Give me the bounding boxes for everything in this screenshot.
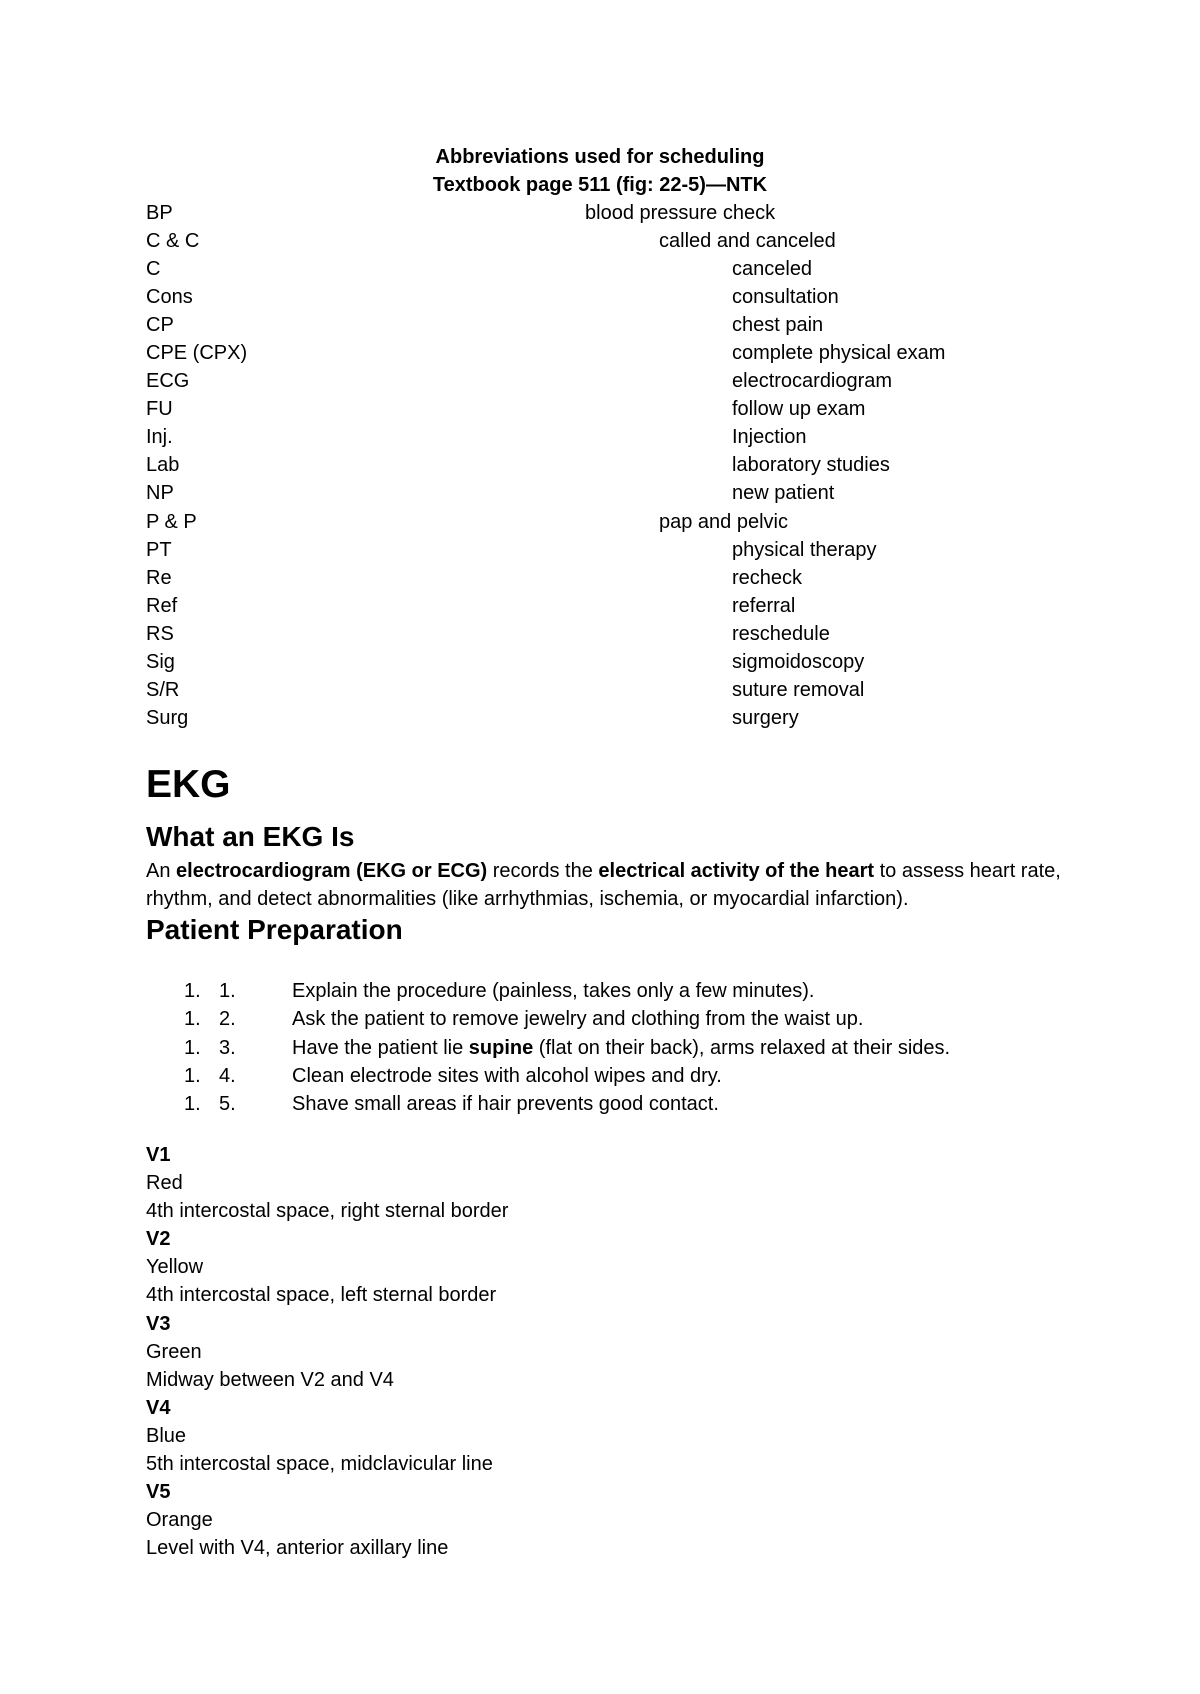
abbreviation-definition: consultation bbox=[732, 286, 839, 309]
abbreviation-definition: electrocardiogram bbox=[732, 370, 893, 393]
abbreviation-row bbox=[146, 311, 1046, 339]
step-text: Explain the procedure (painless, takes only a few minutes). bbox=[292, 980, 815, 1002]
abbreviation-row bbox=[146, 508, 1046, 536]
preparation-steps-list bbox=[146, 977, 1086, 1118]
abbreviation-definition: Injection bbox=[732, 426, 807, 449]
abbreviation-term: CP bbox=[146, 314, 174, 337]
abbreviation-row bbox=[146, 536, 1046, 564]
abbreviation-term: Ref bbox=[146, 594, 178, 617]
lead-name: V1 bbox=[146, 1144, 171, 1166]
abbreviation-term: C & C bbox=[146, 230, 200, 253]
ekg-heading: EKG bbox=[146, 763, 231, 806]
list-item bbox=[146, 977, 1086, 1005]
abbreviation-row bbox=[146, 620, 1046, 648]
list-item bbox=[146, 1062, 1086, 1090]
abbreviation-definition: referral bbox=[732, 594, 796, 617]
abbreviation-term: Surg bbox=[146, 706, 189, 729]
step-text: Ask the patient to remove jewelry and clothing from the waist up. bbox=[292, 1008, 864, 1031]
abbreviation-row bbox=[146, 395, 1046, 423]
abbreviation-definition: canceled bbox=[732, 258, 813, 281]
abbreviation-row bbox=[146, 423, 1046, 451]
abbreviation-term: Sig bbox=[146, 650, 175, 673]
lead-color: Orange bbox=[146, 1509, 213, 1532]
lead-color: Red bbox=[146, 1172, 183, 1195]
description-text: to assess heart rate, rhythm, and detect abnormalities (like arrhythmias, ischemia, or myocardial infarction). bbox=[146, 860, 1061, 910]
abbreviation-term: Lab bbox=[146, 454, 180, 477]
lead-name: V3 bbox=[146, 1312, 171, 1335]
abbreviation-row bbox=[146, 451, 1046, 479]
step-text: Clean electrode sites with alcohol wipes and dry. bbox=[292, 1064, 722, 1087]
lead-placement: 4th intercostal space, left sternal border bbox=[146, 1284, 497, 1307]
abbreviation-definition: blood pressure check bbox=[585, 202, 776, 224]
lead-name: V4 bbox=[146, 1396, 171, 1419]
abbreviation-definition: pap and pelvic bbox=[659, 510, 788, 533]
lead-placement: Midway between V2 and V4 bbox=[146, 1368, 394, 1391]
abbreviation-row bbox=[146, 676, 1046, 704]
abbreviation-row bbox=[146, 367, 1046, 395]
abbreviation-row bbox=[146, 255, 1046, 283]
abbreviation-definition: surgery bbox=[732, 706, 799, 729]
lead-placement: 4th intercostal space, right sternal border bbox=[146, 1200, 509, 1223]
abbreviation-definition: sigmoidoscopy bbox=[732, 650, 865, 673]
lead-name: V5 bbox=[146, 1481, 171, 1504]
abbreviation-term: C bbox=[146, 258, 161, 281]
list-marker: 1. bbox=[184, 1036, 201, 1059]
abbreviation-term: RS bbox=[146, 622, 174, 645]
step-text-part: Have the patient lie bbox=[292, 1036, 469, 1059]
abbreviation-row bbox=[146, 564, 1046, 592]
lead-color: Green bbox=[146, 1340, 202, 1363]
document-subtitle: Textbook page 511 (fig: 22-5)—NTK bbox=[432, 174, 768, 196]
list-item bbox=[146, 1090, 1086, 1118]
abbreviation-term: Inj. bbox=[146, 426, 173, 449]
abbreviation-row bbox=[146, 283, 1046, 311]
abbreviation-definition: called and canceled bbox=[659, 230, 836, 253]
step-text-part: (flat on their back), arms relaxed at their sides. bbox=[533, 1036, 951, 1059]
what-ekg-heading: What an EKG Is bbox=[146, 821, 355, 852]
abbreviation-term: NP bbox=[146, 482, 174, 505]
chest-lead-list bbox=[146, 1141, 1046, 1562]
description-bold-text: electrocardiogram (EKG or ECG) bbox=[176, 860, 488, 882]
abbreviation-row bbox=[146, 199, 1046, 227]
abbreviation-term: PT bbox=[146, 538, 172, 561]
list-marker: 1. bbox=[184, 1093, 201, 1116]
abbreviation-term: Re bbox=[146, 566, 172, 589]
abbreviation-definition: complete physical exam bbox=[732, 342, 946, 365]
abbreviation-term: P & P bbox=[146, 510, 197, 533]
step-number: 2. bbox=[219, 1008, 236, 1031]
lead-color: Yellow bbox=[146, 1256, 204, 1279]
abbreviation-list bbox=[146, 199, 1046, 732]
abbreviation-row bbox=[146, 704, 1046, 732]
description-text: records the bbox=[487, 860, 599, 882]
list-marker: 1. bbox=[184, 1008, 201, 1031]
abbreviation-term: ECG bbox=[146, 370, 190, 393]
abbreviation-term: BP bbox=[146, 202, 173, 224]
description-bold-text: electrical activity of the heart bbox=[598, 860, 875, 882]
step-text bbox=[292, 1034, 950, 1062]
abbreviation-term: Cons bbox=[146, 286, 193, 309]
lead-placement: Level with V4, anterior axillary line bbox=[146, 1537, 449, 1560]
abbreviation-row bbox=[146, 227, 1046, 255]
abbreviation-term: S/R bbox=[146, 678, 180, 701]
list-item bbox=[146, 1005, 1086, 1033]
abbreviation-definition: physical therapy bbox=[732, 538, 877, 561]
step-number: 3. bbox=[219, 1036, 236, 1059]
abbreviation-definition: laboratory studies bbox=[732, 454, 890, 477]
abbreviation-definition: new patient bbox=[732, 482, 835, 505]
abbreviation-definition: suture removal bbox=[732, 678, 865, 701]
abbreviation-definition: reschedule bbox=[732, 622, 830, 645]
abbreviation-definition: follow up exam bbox=[732, 398, 866, 421]
lead-color: Blue bbox=[146, 1424, 187, 1447]
ekg-description bbox=[146, 857, 1086, 913]
abbreviation-row bbox=[146, 479, 1046, 507]
abbreviation-row bbox=[146, 648, 1046, 676]
patient-preparation-heading: Patient Preparation bbox=[146, 914, 403, 945]
description-text: An bbox=[146, 860, 177, 882]
abbreviation-term: CPE (CPX) bbox=[146, 342, 248, 365]
document-title: Abbreviations used for scheduling bbox=[435, 146, 765, 168]
lead-name: V2 bbox=[146, 1228, 171, 1251]
step-number: 5. bbox=[219, 1093, 236, 1116]
abbreviation-row bbox=[146, 339, 1046, 367]
step-number: 4. bbox=[219, 1064, 236, 1087]
abbreviation-row bbox=[146, 592, 1046, 620]
lead-placement: 5th intercostal space, midclavicular line bbox=[146, 1453, 493, 1476]
abbreviation-definition: recheck bbox=[732, 566, 803, 589]
step-number: 1. bbox=[219, 980, 236, 1002]
abbreviation-definition: chest pain bbox=[732, 314, 824, 337]
step-text-bold: supine bbox=[468, 1036, 534, 1059]
list-marker: 1. bbox=[184, 980, 201, 1002]
step-text: Shave small areas if hair prevents good contact. bbox=[292, 1093, 719, 1116]
list-marker: 1. bbox=[184, 1064, 201, 1087]
abbreviation-term: FU bbox=[146, 398, 173, 421]
list-item bbox=[146, 1034, 1086, 1062]
